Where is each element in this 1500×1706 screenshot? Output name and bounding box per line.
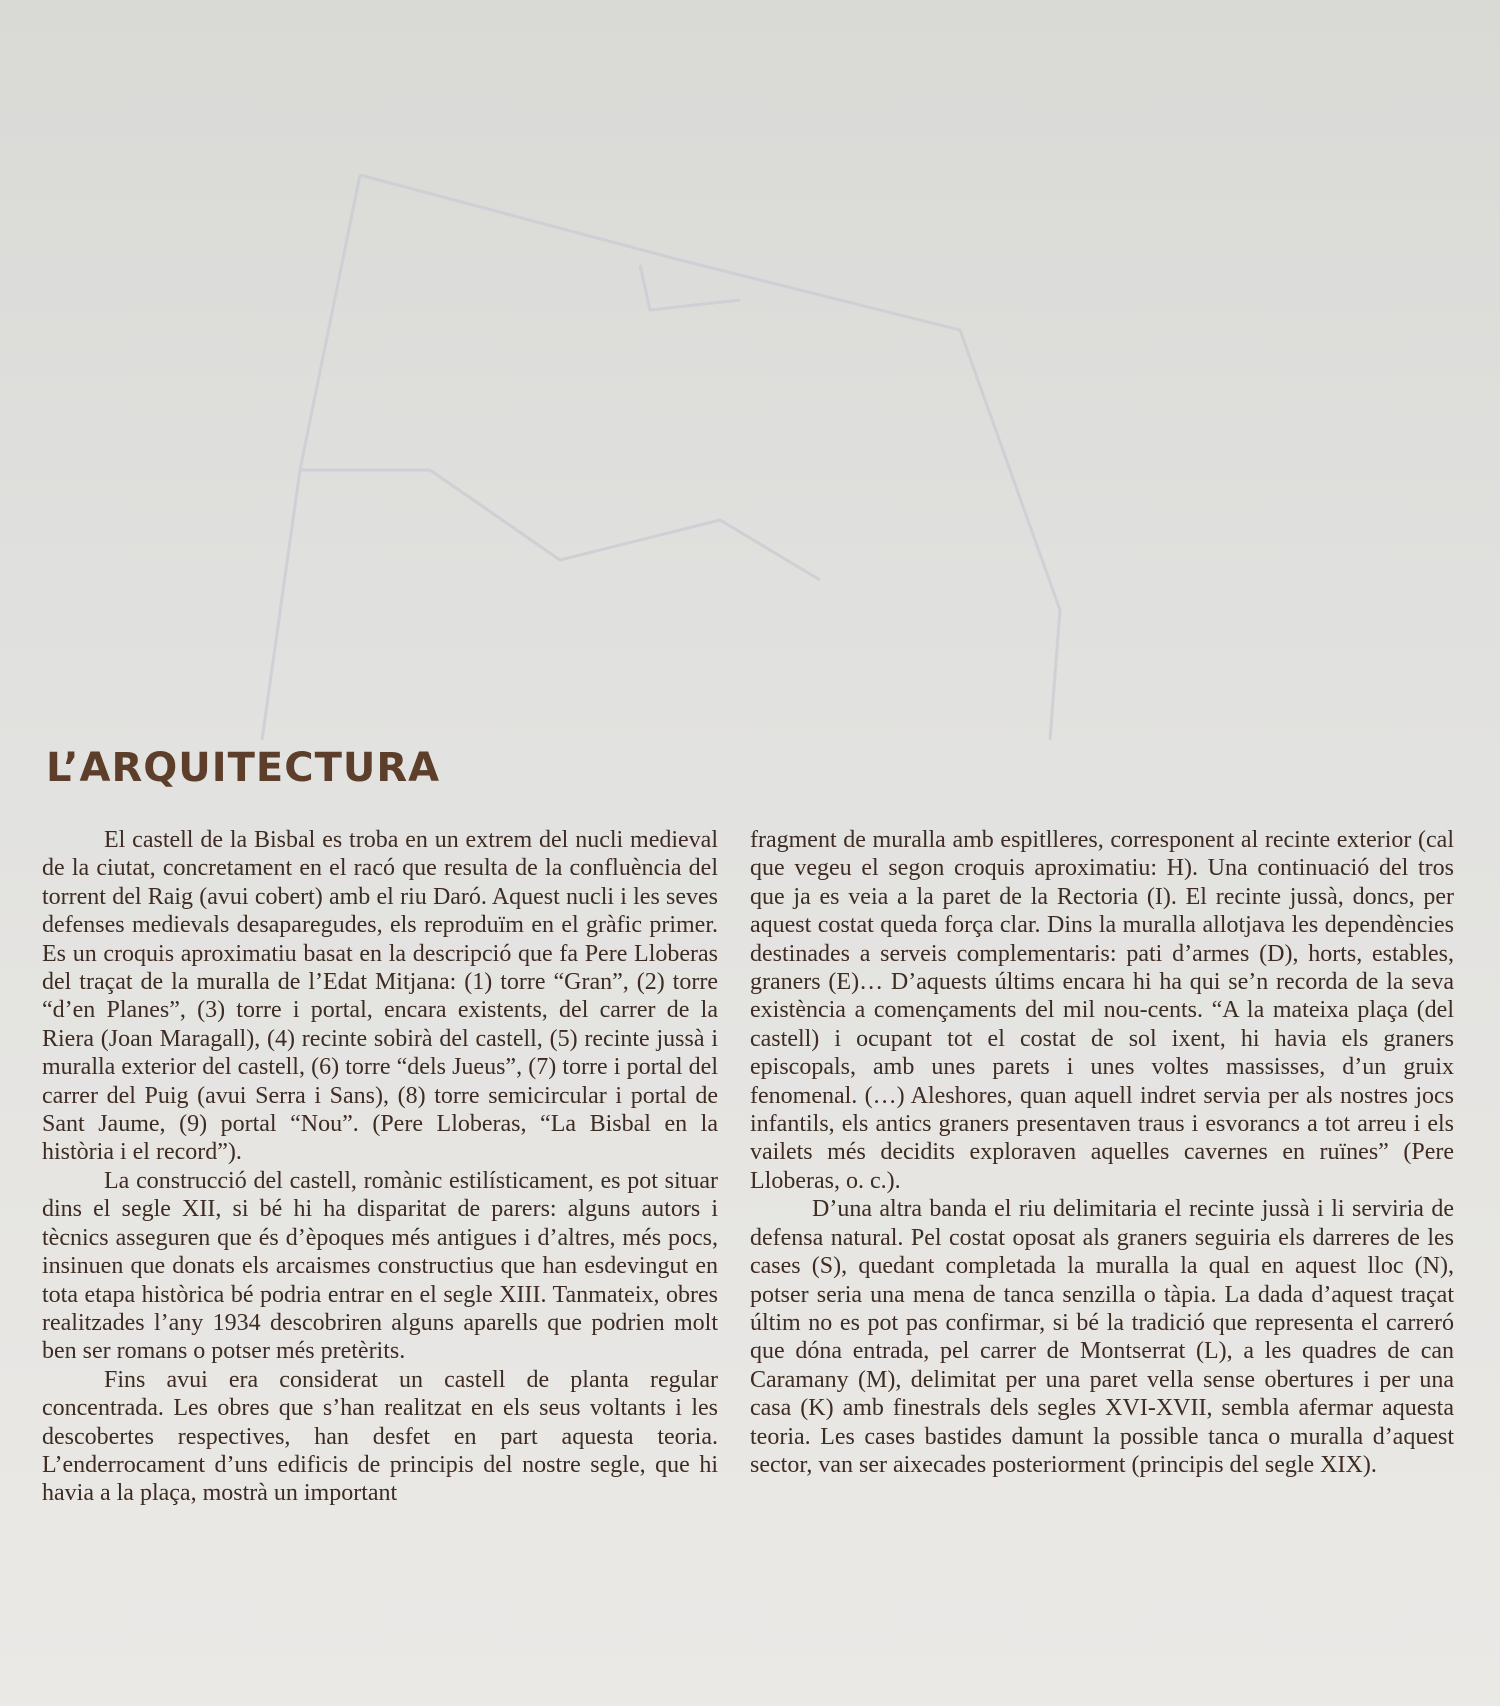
faint-plan-sketch bbox=[0, 0, 1500, 760]
paragraph: D’una altra banda el riu delimitaria el recinte jussà i li serviria de defensa natural. Pel costat oposat als graners seguiria els darreres de les cases (S), quedant completada la muralla la qual en aquest lloc (N), potser seria una mena de tanca senzilla o tàpia. La dada d’aquest traçat últim no es pot pas confirmar, si bé la tradició que representa el carreró que dóna entrada, pel carrer de Montserrat (L), a les quadres de can Caramany (M), delimitat per una paret vella sense obertures i per una casa (K) amb finestrals dels segles XVI-XVII, sembla afermar aquesta teoria. Les cases bastides damunt la possible tanca o muralla d’aquest sector, van ser aixecades posteriorment (principis del segle XIX). bbox=[750, 1196, 1454, 1478]
paragraph: La construcció del castell, romànic estilísticament, es pot situar dins el segle XII, si bé hi ha disparitat de parers: alguns autors i tècnics asseguren que és d’èpoques més antigues i d’altres, més pocs, insinuen que donats els arcaismes constructius que han esdevingut en tota etapa històrica bé podria entrar en el segle XIII. Tanmateix, obres realitzades l’any 1934 descobriren alguns aparells que podrien molt ben ser romans o potser més pretèrits. bbox=[42, 1167, 718, 1365]
paragraph: Fins avui era considerat un castell de planta regular concentrada. Les obres que s’han realitzat en els seus voltants i les descobertes respectives, han desfet en part aquesta teoria. L’enderrocament d’uns edificis de principis del nostre segle, que hi havia a la plaça, mostrà un important bbox=[42, 1366, 718, 1507]
paragraph: fragment de muralla amb espitlleres, corresponent al recinte exterior (cal que vegeu el segon croquis aproximatiu: H). Una continuació del tros que ja es veia a la paret de la Rectoria (I). El recinte jussà, doncs, per aquest costat queda força clar. Dins la muralla allotjava les dependències destinades a serveis complementaris: pati d’armes (D), horts, estables, graners (E)… D’aquests últims encara hi ha qui se’n recorda de la seva existència a començaments del mil nou-cents. “A la mateixa plaça (del castell) i ocupant tot el costat de sol ixent, hi havia els graners episcopals, amb unes parets i unes voltes massisses, d’un gruix fenomenal. (…) Aleshores, quan aquell indret servia per als nostres jocs infantils, els antics graners presentaven traus i esvorancs a tot arreu i els vailets més decidits exploraven aquelles cavernes en ruïnes” (Pere Lloberas, o. c.). bbox=[750, 827, 1454, 1194]
paragraph: El castell de la Bisbal es troba en un extrem del nucli medieval de la ciutat, concretament en el racó que resulta de la confluència del torrent del Raig (avui cobert) amb el riu Daró. Aquest nucli i les seves defenses medievals desaparegudes, els reproduïm en el gràfic primer. Es un croquis aproximatiu basat en la descripció que fa Pere Lloberas del traçat de la muralla de l’Edat Mitjana: (1) torre “Gran”, (2) torre “d’en Planes”, (3) torre i portal, encara existents, del carrer de la Riera (Joan Maragall), (4) recinte sobirà del castell, (5) recinte jussà i muralla exterior del castell, (6) torre “dels Jueus”, (7) torre i portal del carrer del Puig (avui Serra i Sans), (8) torre semicircular i portal de Sant Jaume, (9) portal “Nou”. (Pere Lloberas, “La Bisbal en la història i el record”). bbox=[42, 827, 718, 1166]
right-column bbox=[750, 826, 1454, 1479]
left-column bbox=[42, 826, 718, 1508]
section-heading: L’ARQUITECTURA bbox=[46, 745, 441, 791]
